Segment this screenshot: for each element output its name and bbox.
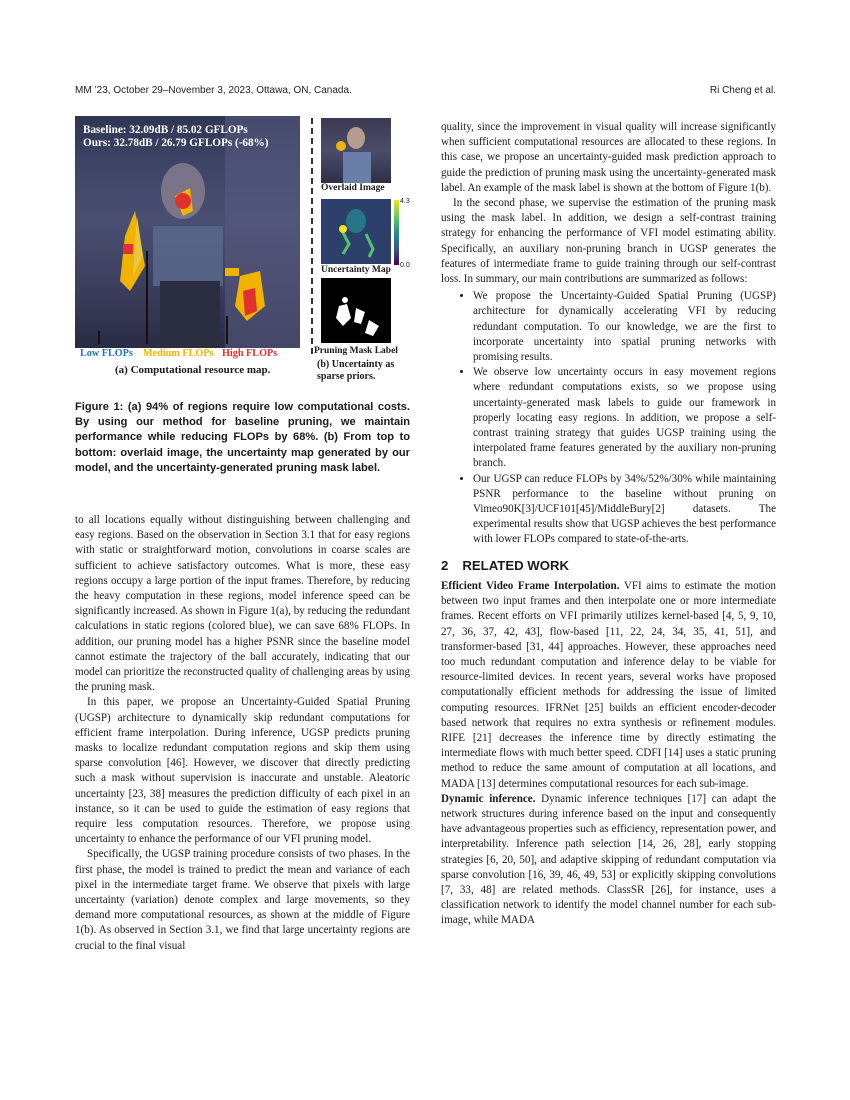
resource-map-drawing	[75, 116, 300, 348]
colorbar-min-label: 0.0	[400, 262, 410, 269]
paragraph-body: Dynamic inference techniques [17] can adapt the network structures during inference based on the input and consequently have advantageous properties such as efficiency, representation power, and interpretability. Inference path selection [14, 26, 28], early stopping strategies [6, 20, 50], and adaptive skipping of redundant computation via sparse convolution [16, 39, 46, 49, 53] or explicitly skipping convolutions [7, 33, 48] are related methods. ClassSR [26], for instance, uses a classification network to identify the model channel number for each sub-image, while MADA	[441, 792, 776, 927]
colorbar-max-label: 4.3	[400, 198, 410, 205]
running-header-right: Ri Cheng et al.	[709, 85, 776, 96]
subfigure-a-caption: (a) Computational resource map.	[115, 364, 271, 376]
paragraph-run-in-heading: Dynamic inference.	[441, 792, 536, 805]
subfigure-b-line2: sparse priors.	[317, 371, 376, 382]
list-item: • Our UGSP can reduce FLOPs by 34%/52%/30% while maintaining PSNR performance to the baseline without pruning on Vimeo90K[3]/UCF101[45]/MiddleBury[2] datasets. The experimental results show that UGSP achieves the best performance with lower FLOPs compared to state-of-the-arts.	[473, 472, 776, 548]
figure-overlay-text	[83, 124, 269, 150]
baseline-stat: Baseline: 32.09dB / 85.02 GFLOPs	[83, 124, 248, 136]
uncertainty-colorbar	[394, 200, 399, 265]
pruning-mask-label: Pruning Mask Label	[314, 346, 398, 356]
contributions-list	[441, 289, 776, 547]
running-header-left: MM ’23, October 29–November 3, 2023, Ottawa, ON, Canada.	[75, 85, 352, 96]
paragraph-run-in-heading: Efficient Video Frame Interpolation.	[441, 579, 620, 592]
paragraph: quality, since the improvement in visual quality will increase significantly when sufficient computational resources are allocated to these regions. In this case, we propose an uncertainty-guided mask prediction approach to guide the prediction of pruning mask using the uncertainty-generated mask label. An example of the mask label is shown at the bottom of Figure 1(b).	[441, 121, 776, 194]
section-heading	[441, 558, 776, 573]
overlaid-image-thumbnail	[321, 118, 391, 183]
legend-medium-flops: Medium FLOPs	[143, 348, 214, 359]
paragraph: In the second phase, we supervise the estimation of the pruning mask using the mask label. In addition, we design a self-contrast training strategy for enhancing the performance of VFI model estimating ability. Specifically, an auxiliary non-pruning branch in UGSP generates the features of intermediate frame to guide training through our self-contrast loss. In summary, our main contributions are summarized as follows:	[441, 197, 776, 286]
uncertainty-map-thumbnail	[321, 199, 391, 264]
paragraph: Specifically, the UGSP training procedure consists of two phases. In the first phase, the model is trained to predict the mean and variance of each pixel in the intermediate target frame. We observe that pixels with large uncertainty (variation) denote complex and large movements, so they demand more computational resources, as shown at the middle of Figure 1(b). As observed in Section 3.1, we find that large uncertainty regions are crucial to the final visual	[75, 848, 410, 952]
figure-divider	[311, 118, 313, 354]
right-column	[441, 120, 776, 929]
list-item: • We propose the Uncertainty-Guided Spatial Pruning (UGSP) architecture for dynamically accelerating VFI by reducing redundant computation. To our knowledge, we are the first to incorporate uncertainty into spatial pruning networks with promising results.	[473, 289, 776, 365]
section-number: 2	[441, 557, 449, 573]
section-title: RELATED WORK	[462, 557, 570, 573]
paragraph-body: VFI aims to estimate the motion between two input frames and then interpolate one or more intermediate frames. Recent efforts on VFI primarily utilizes kernel-based [4, 5, 9, 10, 27, 36, 37, 42, 43], flow-based [11, 22, 24, 34, 35, 41, 51], and transformer-based [31, 44] approaches. However, these approaches need too much redundant computation and inference delay to be viable for resource-limited devices. In recent years, several works have proposed computationally efficient methods for addressing the issue of limited computing resources. IFRNet [25] builds an efficient encoder-decoder based network that requires no extra synthesis or refinement modules. RIFE [21] decreases the inference time by directly estimating the intermediate flows with much better speed. CDFI [14] uses a static pruning method to reduce the same amount of computation at all locations, and MADA [13] determines computational resources for each sub-image.	[441, 579, 776, 790]
legend-low-flops: Low FLOPs	[80, 348, 133, 359]
uncertainty-map-label: Uncertainty Map	[321, 265, 391, 275]
computational-resource-map-image	[75, 116, 300, 348]
pruning-mask-thumbnail	[321, 278, 391, 343]
paragraph: to all locations equally without distinguishing between challenging and easy regions. Based on the observation in Section 3.1 that for easy regions with static or straightforward motion, convolutions in coarse scales are sufficient to achieve satisfactory outcomes. What is more, these easy regions occupy a large portion of the input frames. Therefore, by reducing the heavy computation in these regions, model inference speed can be significantly increased. As shown in Figure 1(a), by reducing the redundant calculations in static regions (colored blue), we can save 68% FLOPs. In addition, our pruning model has a higher PSNR since the baseline model cannot estimate the trajectory of the ball accurately, indicating that our model can prioritize the reconstructed quality of challenging areas by using the pruning mask.	[75, 514, 410, 694]
overlaid-image-label: Overlaid Image	[321, 183, 385, 193]
paragraph	[441, 579, 776, 792]
paragraph	[441, 792, 776, 929]
list-item: • We observe low uncertainty occurs in easy movement regions where redundant computations exists, so we propose using uncertainty-generated mask labels to guide our framework in properly locating easy regions. In addition, we propose a self-contrast training strategy that guides UGSP training using the interpolated frame features generated by the auxiliary non-pruning branch.	[473, 365, 776, 471]
subfigure-b-caption	[317, 359, 394, 383]
legend-high-flops: High FLOPs	[222, 348, 278, 359]
subfigure-b-line1: (b) Uncertainty as	[317, 359, 395, 370]
left-column	[75, 513, 410, 954]
paragraph: In this paper, we propose an Uncertainty-Guided Spatial Pruning (UGSP) architecture to dynamically skip redundant computations for efficient frame interpolation. During inference, UGSP predicts pruning masks to localize redundant computation regions and skip them using sparse convolution [46]. However, we discover that directly predicting such a mask without supervision is inaccurate and unstable. Aleatoric uncertainty [23, 38] measures the prediction difficulty of each pixel in an instance, so it can be used to guide the estimation of easy regions that require less computation resources. Therefore, we propose using uncertainty to enhance the performance of our VFI pruning model.	[75, 696, 410, 846]
figure-caption: Figure 1: (a) 94% of regions require low computational costs. By using our method for baseline pruning, we maintain performance while reducing FLOPs by 68%. (b) From top to bottom: overlaid image, the uncertainty map generated by our model, and the uncertainty-generated pruning mask label.	[75, 401, 410, 474]
ours-stat: Ours: 32.78dB / 26.79 GFLOPs (-68%)	[83, 137, 269, 149]
